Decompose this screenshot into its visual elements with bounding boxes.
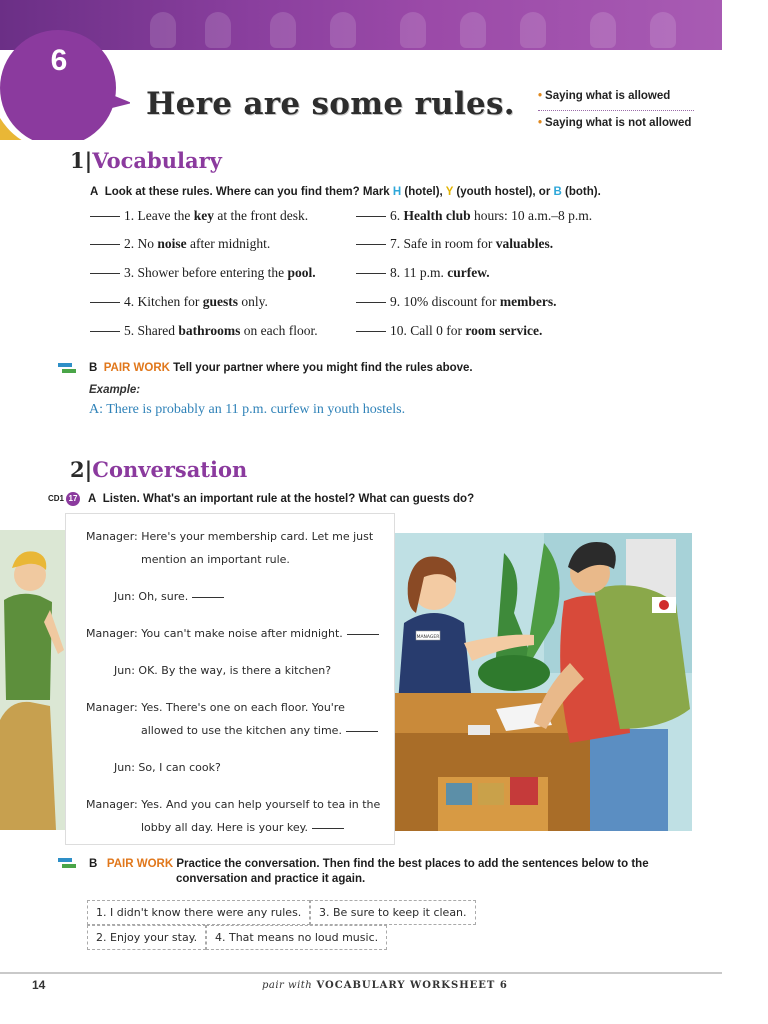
example-label: Example: — [89, 384, 141, 396]
dialog-line-cont: allowed to use the kitchen any time. — [141, 724, 378, 737]
dialog-line: Manager: Here's your membership card. Let me just — [86, 530, 374, 543]
sentence-card[interactable]: 3. Be sure to keep it clean. — [310, 900, 476, 925]
answer-blank[interactable] — [90, 216, 120, 217]
example-text: A: There is probably an 11 p.m. curfew in youth hostels. — [89, 402, 406, 417]
answer-blank[interactable] — [90, 302, 120, 303]
vocab-item: 3. Shower before entering the pool. — [90, 265, 316, 281]
practice-instruction: B PAIR WORK Practice the conversation. Then find the best places to add the sentences below to the — [89, 858, 649, 870]
answer-blank[interactable] — [356, 216, 386, 217]
dialog-line: Jun: OK. By the way, is there a kitchen? — [114, 664, 332, 677]
answer-blank[interactable] — [192, 597, 224, 598]
dialog-line: Manager: You can't make noise after midnight. — [86, 627, 379, 640]
vocab-item: 1. Leave the key at the front desk. — [90, 208, 308, 224]
vocab-item: 4. Kitchen for guests only. — [90, 294, 268, 310]
answer-blank[interactable] — [356, 302, 386, 303]
answer-blank[interactable] — [356, 331, 386, 332]
practice-instruction-cont: conversation and practice it again. — [176, 873, 366, 885]
goal-item: • Saying what is not allowed — [538, 117, 692, 129]
dialog-line-cont: mention an important rule. — [141, 553, 290, 566]
answer-blank[interactable] — [90, 273, 120, 274]
vocab-item: 6. Health club hours: 10 a.m.–8 p.m. — [356, 208, 592, 224]
pair-work-icon — [56, 361, 78, 375]
dialog-line: Jun: Oh, sure. — [114, 590, 224, 603]
vocab-item: 10. Call 0 for room service. — [356, 323, 542, 339]
answer-blank[interactable] — [312, 828, 344, 829]
cd-label: CD1 — [48, 494, 65, 503]
dialog-line: Manager: Yes. And you can help yourself to tea in the — [86, 798, 381, 811]
page-title: Here are some rules. — [146, 86, 515, 122]
unit-number: 6 — [50, 44, 68, 77]
goal-item: • Saying what is allowed — [538, 90, 671, 102]
conversation-instruction: A Listen. What's an important rule at the hostel? What can guests do? — [88, 493, 475, 505]
vocab-item: 8. 11 p.m. curfew. — [356, 265, 490, 281]
cd-track-icon[interactable]: 17 — [66, 492, 80, 506]
answer-blank[interactable] — [90, 244, 120, 245]
answer-blank[interactable] — [90, 331, 120, 332]
page-number: 14 — [32, 978, 46, 992]
vocab-item: 5. Shared bathrooms on each floor. — [90, 323, 318, 339]
goals-divider — [538, 110, 694, 111]
vocab-instruction: A Look at these rules. Where can you find them? Mark H (hotel), Y (youth hostel), or B (both). — [90, 186, 601, 198]
hostel-desk-illustration — [394, 533, 692, 831]
dialog-line: Jun: So, I can cook? — [114, 761, 221, 774]
sentence-card[interactable]: 1. I didn't know there were any rules. — [87, 900, 310, 925]
answer-blank[interactable] — [356, 273, 386, 274]
answer-blank[interactable] — [346, 731, 378, 732]
worksheet-reference: pair with VOCABULARY WORKSHEET 6 — [262, 980, 508, 991]
guest-illustration-left — [0, 530, 70, 830]
vocab-item: 7. Safe in room for valuables. — [356, 236, 553, 252]
sentence-card[interactable]: 2. Enjoy your stay. — [87, 925, 206, 950]
dialog-line: Manager: Yes. There's one on each floor. You're — [86, 701, 345, 714]
pair-work-instruction: B PAIR WORK Tell your partner where you might find the rules above. — [89, 362, 473, 374]
manager-badge: MANAGER — [416, 635, 440, 640]
answer-blank[interactable] — [347, 634, 379, 635]
vocab-item: 2. No noise after midnight. — [90, 236, 270, 252]
dialog-line-cont: lobby all day. Here is your key. — [141, 821, 344, 834]
section-title-vocabulary: 1|Vocabulary — [70, 148, 222, 173]
section-title-conversation: 2|Conversation — [70, 457, 248, 482]
pair-work-icon — [56, 856, 78, 870]
sentence-card[interactable]: 4. That means no loud music. — [206, 925, 387, 950]
footer-divider — [0, 972, 722, 974]
answer-blank[interactable] — [356, 244, 386, 245]
vocab-item: 9. 10% discount for members. — [356, 294, 556, 310]
